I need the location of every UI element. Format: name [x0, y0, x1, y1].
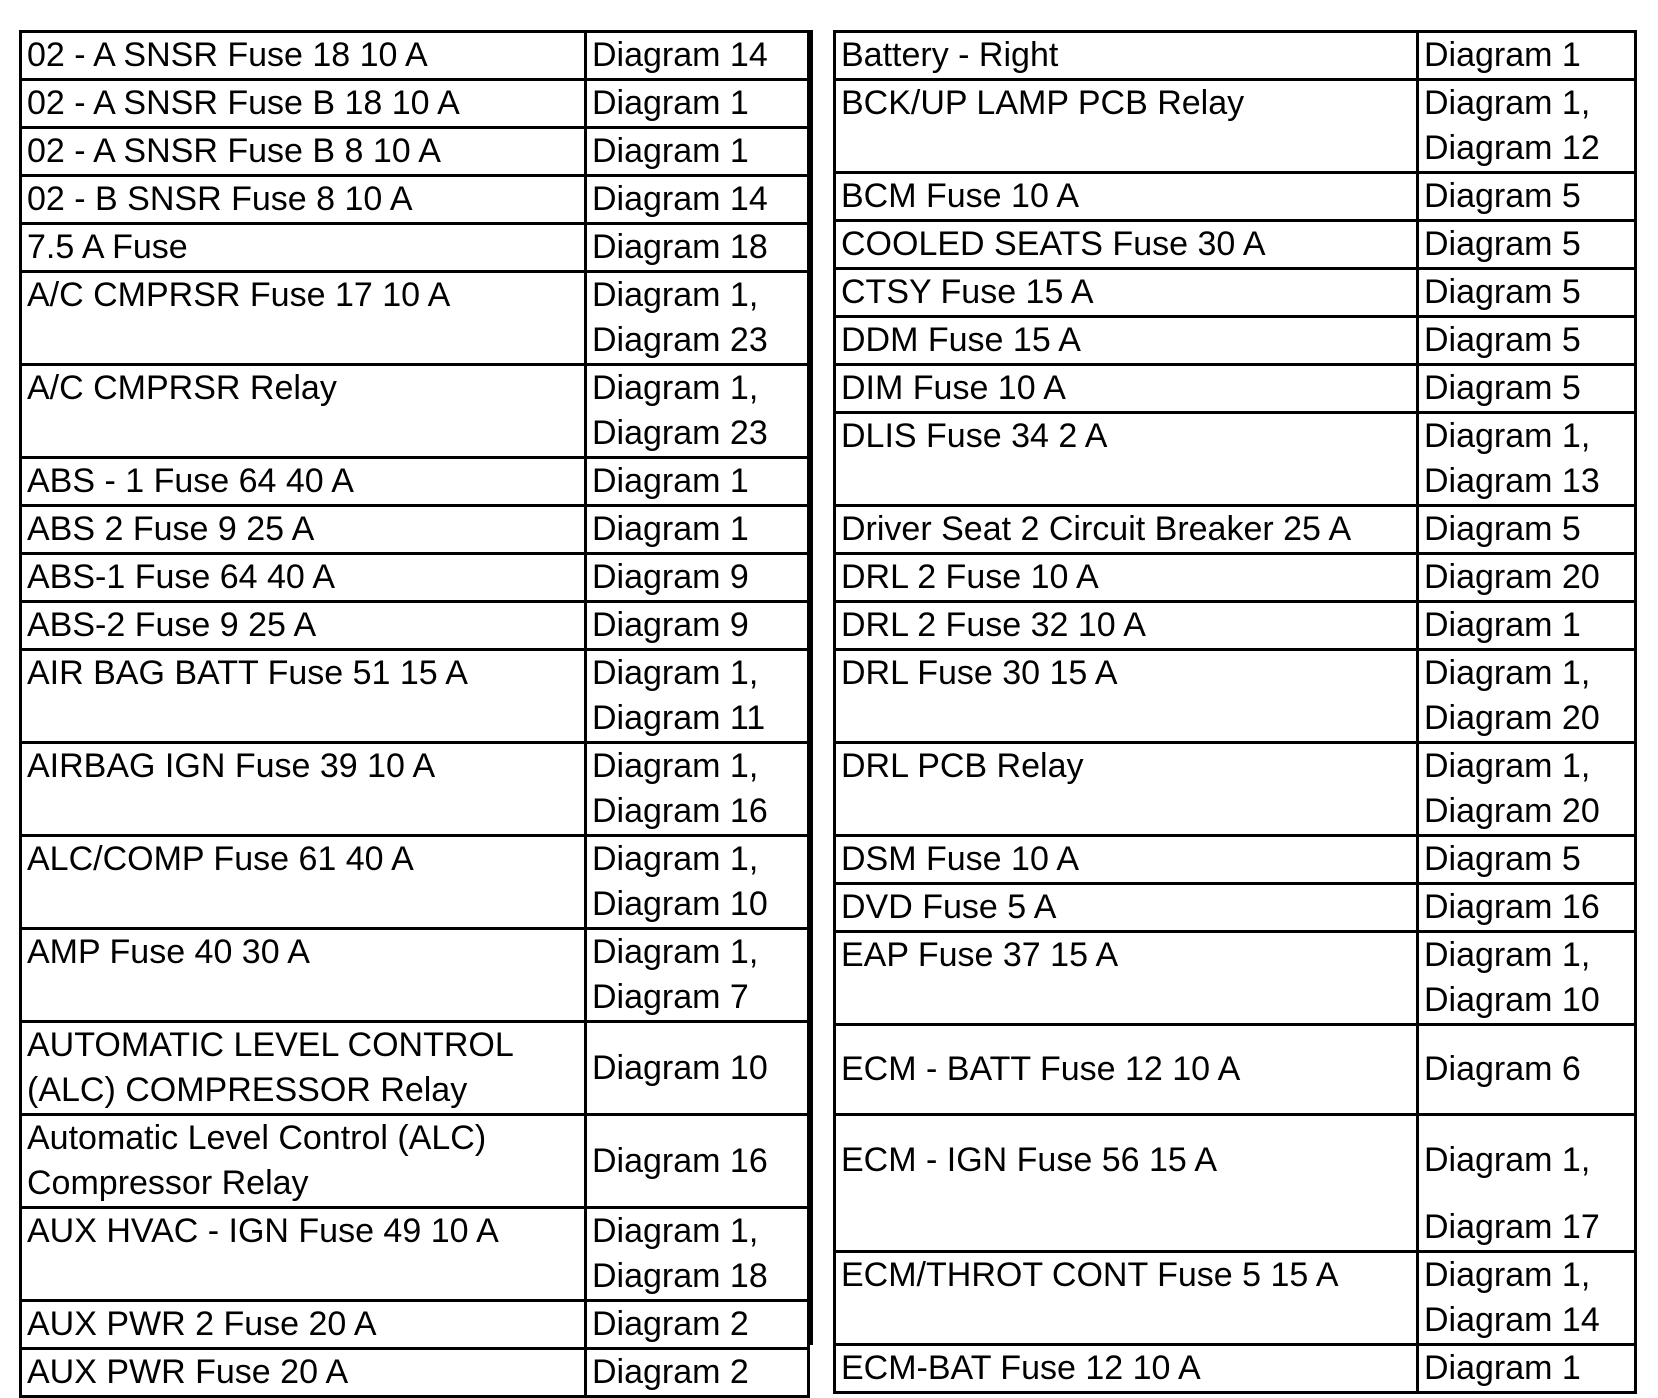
table-row	[835, 602, 1636, 650]
diagram-ref: Diagram 1	[586, 80, 809, 128]
diagram-ref	[586, 743, 809, 836]
component-name	[21, 1022, 586, 1115]
component-name-line: ECM - IGN Fuse 56 15 A	[841, 1141, 1218, 1179]
diagram-ref	[1418, 650, 1636, 743]
component-name	[21, 1115, 586, 1208]
diagram-ref-line: Diagram 1,	[592, 369, 759, 407]
table-row	[835, 1345, 1636, 1393]
diagram-ref	[1418, 1252, 1636, 1345]
component-name: ECM - BATT Fuse 12 10 A	[835, 1025, 1418, 1115]
component-name: ABS-1 Fuse 64 40 A	[21, 554, 586, 602]
diagram-ref: Diagram 1	[1418, 602, 1636, 650]
component-name: ABS-2 Fuse 9 25 A	[21, 602, 586, 650]
component-name: DRL Fuse 30 15 A	[835, 650, 1418, 743]
component-name-line: AUTOMATIC LEVEL CONTROL	[27, 1026, 514, 1064]
component-name: ABS - 1 Fuse 64 40 A	[21, 458, 586, 506]
component-name: 7.5 A Fuse	[21, 224, 586, 272]
table-row	[835, 743, 1636, 836]
table-row	[835, 1252, 1636, 1345]
diagram-ref-line: Diagram 23	[592, 321, 768, 359]
diagram-ref	[586, 929, 809, 1022]
table-row	[21, 365, 809, 458]
table-row	[21, 32, 809, 80]
table-row	[21, 1349, 809, 1397]
diagram-ref: Diagram 6	[1418, 1025, 1636, 1115]
diagram-ref: Diagram 1	[586, 128, 809, 176]
component-name	[835, 1115, 1418, 1252]
component-name: AMP Fuse 40 30 A	[21, 929, 586, 1022]
table-row	[835, 1025, 1636, 1115]
table-row	[835, 173, 1636, 221]
right-index-table	[833, 30, 1637, 1394]
table-row	[21, 506, 809, 554]
component-name: 02 - B SNSR Fuse 8 10 A	[21, 176, 586, 224]
table-row	[835, 413, 1636, 506]
component-name: COOLED SEATS Fuse 30 A	[835, 221, 1418, 269]
diagram-ref	[1418, 80, 1636, 173]
table-row	[835, 269, 1636, 317]
component-name: DRL 2 Fuse 10 A	[835, 554, 1418, 602]
component-name: A/C CMPRSR Fuse 17 10 A	[21, 272, 586, 365]
component-name: DSM Fuse 10 A	[835, 836, 1418, 884]
diagram-ref: Diagram 5	[1418, 269, 1636, 317]
table-row	[835, 317, 1636, 365]
table-row	[21, 272, 809, 365]
table-row	[835, 221, 1636, 269]
diagram-ref: Diagram 5	[1418, 221, 1636, 269]
diagram-ref: Diagram 1	[586, 458, 809, 506]
component-name: AUX HVAC - IGN Fuse 49 10 A	[21, 1208, 586, 1301]
diagram-ref-line: Diagram 12	[1424, 129, 1600, 167]
diagram-ref: Diagram 14	[586, 176, 809, 224]
component-name: 02 - A SNSR Fuse B 18 10 A	[21, 80, 586, 128]
table-row	[835, 836, 1636, 884]
component-name: ABS 2 Fuse 9 25 A	[21, 506, 586, 554]
diagram-ref-line: Diagram 1,	[1424, 747, 1591, 785]
diagram-ref-line: Diagram 1,	[1424, 654, 1591, 692]
diagram-ref	[586, 272, 809, 365]
diagram-ref: Diagram 5	[1418, 317, 1636, 365]
diagram-ref: Diagram 20	[1418, 554, 1636, 602]
component-name: BCK/UP LAMP PCB Relay	[835, 80, 1418, 173]
table-row	[21, 650, 809, 743]
component-name: 02 - A SNSR Fuse 18 10 A	[21, 32, 586, 80]
diagram-ref-line: Diagram 10	[592, 885, 768, 923]
component-name: ECM/THROT CONT Fuse 5 15 A	[835, 1252, 1418, 1345]
table-row	[21, 1301, 809, 1349]
component-name: BCM Fuse 10 A	[835, 173, 1418, 221]
diagram-ref-line: Diagram 1,	[592, 747, 759, 785]
diagram-ref: Diagram 14	[586, 32, 809, 80]
table-row	[21, 128, 809, 176]
diagram-ref-line: Diagram 23	[592, 414, 768, 452]
diagram-ref	[586, 650, 809, 743]
diagram-ref-line: Diagram 1,	[1424, 84, 1591, 122]
diagram-ref	[1418, 1115, 1636, 1252]
diagram-ref-line: Diagram 17	[1424, 1208, 1600, 1246]
diagram-ref	[1418, 413, 1636, 506]
diagram-ref-line: Diagram 7	[592, 978, 749, 1016]
diagram-ref-line: Diagram 11	[592, 699, 766, 737]
diagram-ref-line: Diagram 1,	[592, 276, 759, 314]
table-row	[835, 365, 1636, 413]
component-name: AIR BAG BATT Fuse 51 15 A	[21, 650, 586, 743]
component-name: 02 - A SNSR Fuse B 8 10 A	[21, 128, 586, 176]
diagram-ref-line: Diagram 1,	[592, 1212, 759, 1250]
component-name: AUX PWR Fuse 20 A	[21, 1349, 586, 1397]
diagram-ref-line: Diagram 10	[1424, 981, 1600, 1019]
table-row	[21, 1022, 809, 1115]
table-row	[21, 929, 809, 1022]
diagram-ref: Diagram 1	[1418, 32, 1636, 80]
diagram-ref-line: Diagram 1,	[592, 654, 759, 692]
diagram-ref-line: Diagram 1,	[592, 933, 759, 971]
table-row	[21, 224, 809, 272]
component-name: DVD Fuse 5 A	[835, 884, 1418, 932]
diagram-ref: Diagram 16	[1418, 884, 1636, 932]
table-row	[21, 80, 809, 128]
table-row	[21, 602, 809, 650]
table-row	[835, 506, 1636, 554]
table-row	[21, 1208, 809, 1301]
component-name-line: Compressor Relay	[27, 1164, 309, 1202]
table-row	[21, 554, 809, 602]
diagram-ref-line: Diagram 1,	[592, 840, 759, 878]
component-name: DIM Fuse 10 A	[835, 365, 1418, 413]
component-name: ECM-BAT Fuse 12 10 A	[835, 1345, 1418, 1393]
diagram-ref-line: Diagram 13	[1424, 462, 1600, 500]
diagram-ref	[586, 365, 809, 458]
diagram-ref-line: Diagram 20	[1424, 699, 1600, 737]
diagram-ref: Diagram 1	[586, 506, 809, 554]
table-row	[21, 176, 809, 224]
diagram-ref	[586, 836, 809, 929]
table-row	[21, 458, 809, 506]
component-name: DLIS Fuse 34 2 A	[835, 413, 1418, 506]
diagram-ref-line: Diagram 16	[592, 792, 768, 830]
component-name-line: Automatic Level Control (ALC)	[27, 1119, 487, 1157]
diagram-ref-line: Diagram 1,	[1424, 1141, 1591, 1179]
diagram-ref-line: Diagram 1,	[1424, 936, 1591, 974]
table-row	[835, 884, 1636, 932]
diagram-ref: Diagram 5	[1418, 173, 1636, 221]
diagram-ref	[586, 1208, 809, 1301]
component-name: DRL PCB Relay	[835, 743, 1418, 836]
diagram-ref-line: Diagram 1,	[1424, 1256, 1591, 1294]
table-row	[835, 80, 1636, 173]
component-name: AIRBAG IGN Fuse 39 10 A	[21, 743, 586, 836]
component-name: EAP Fuse 37 15 A	[835, 932, 1418, 1025]
table-row	[835, 650, 1636, 743]
diagram-ref-line: Diagram 18	[592, 1257, 768, 1295]
left-index-table	[19, 30, 810, 1398]
diagram-ref-line: Diagram 14	[1424, 1301, 1600, 1339]
diagram-ref: Diagram 5	[1418, 365, 1636, 413]
component-name: CTSY Fuse 15 A	[835, 269, 1418, 317]
diagram-ref: Diagram 5	[1418, 506, 1636, 554]
component-name: ALC/COMP Fuse 61 40 A	[21, 836, 586, 929]
table-row	[835, 1115, 1636, 1252]
component-name: AUX PWR 2 Fuse 20 A	[21, 1301, 586, 1349]
table-row	[835, 932, 1636, 1025]
diagram-ref: Diagram 9	[586, 554, 809, 602]
table-row	[21, 743, 809, 836]
component-name: Battery - Right	[835, 32, 1418, 80]
diagram-ref: Diagram 2	[586, 1349, 809, 1397]
diagram-ref: Diagram 10	[586, 1022, 809, 1115]
component-name: Driver Seat 2 Circuit Breaker 25 A	[835, 506, 1418, 554]
component-name-line: (ALC) COMPRESSOR Relay	[27, 1071, 468, 1109]
diagram-ref	[1418, 932, 1636, 1025]
component-name: A/C CMPRSR Relay	[21, 365, 586, 458]
table-row	[21, 1115, 809, 1208]
component-name: DDM Fuse 15 A	[835, 317, 1418, 365]
column-divider	[810, 30, 834, 1345]
component-name: DRL 2 Fuse 32 10 A	[835, 602, 1418, 650]
table-row	[835, 32, 1636, 80]
diagram-ref: Diagram 16	[586, 1115, 809, 1208]
diagram-ref: Diagram 9	[586, 602, 809, 650]
table-row	[835, 554, 1636, 602]
diagram-ref-line: Diagram 20	[1424, 792, 1600, 830]
diagram-ref: Diagram 5	[1418, 836, 1636, 884]
diagram-ref	[1418, 743, 1636, 836]
diagram-ref: Diagram 18	[586, 224, 809, 272]
diagram-ref: Diagram 2	[586, 1301, 809, 1349]
table-row	[21, 836, 809, 929]
diagram-ref-line: Diagram 1,	[1424, 417, 1591, 455]
diagram-ref: Diagram 1	[1418, 1345, 1636, 1393]
